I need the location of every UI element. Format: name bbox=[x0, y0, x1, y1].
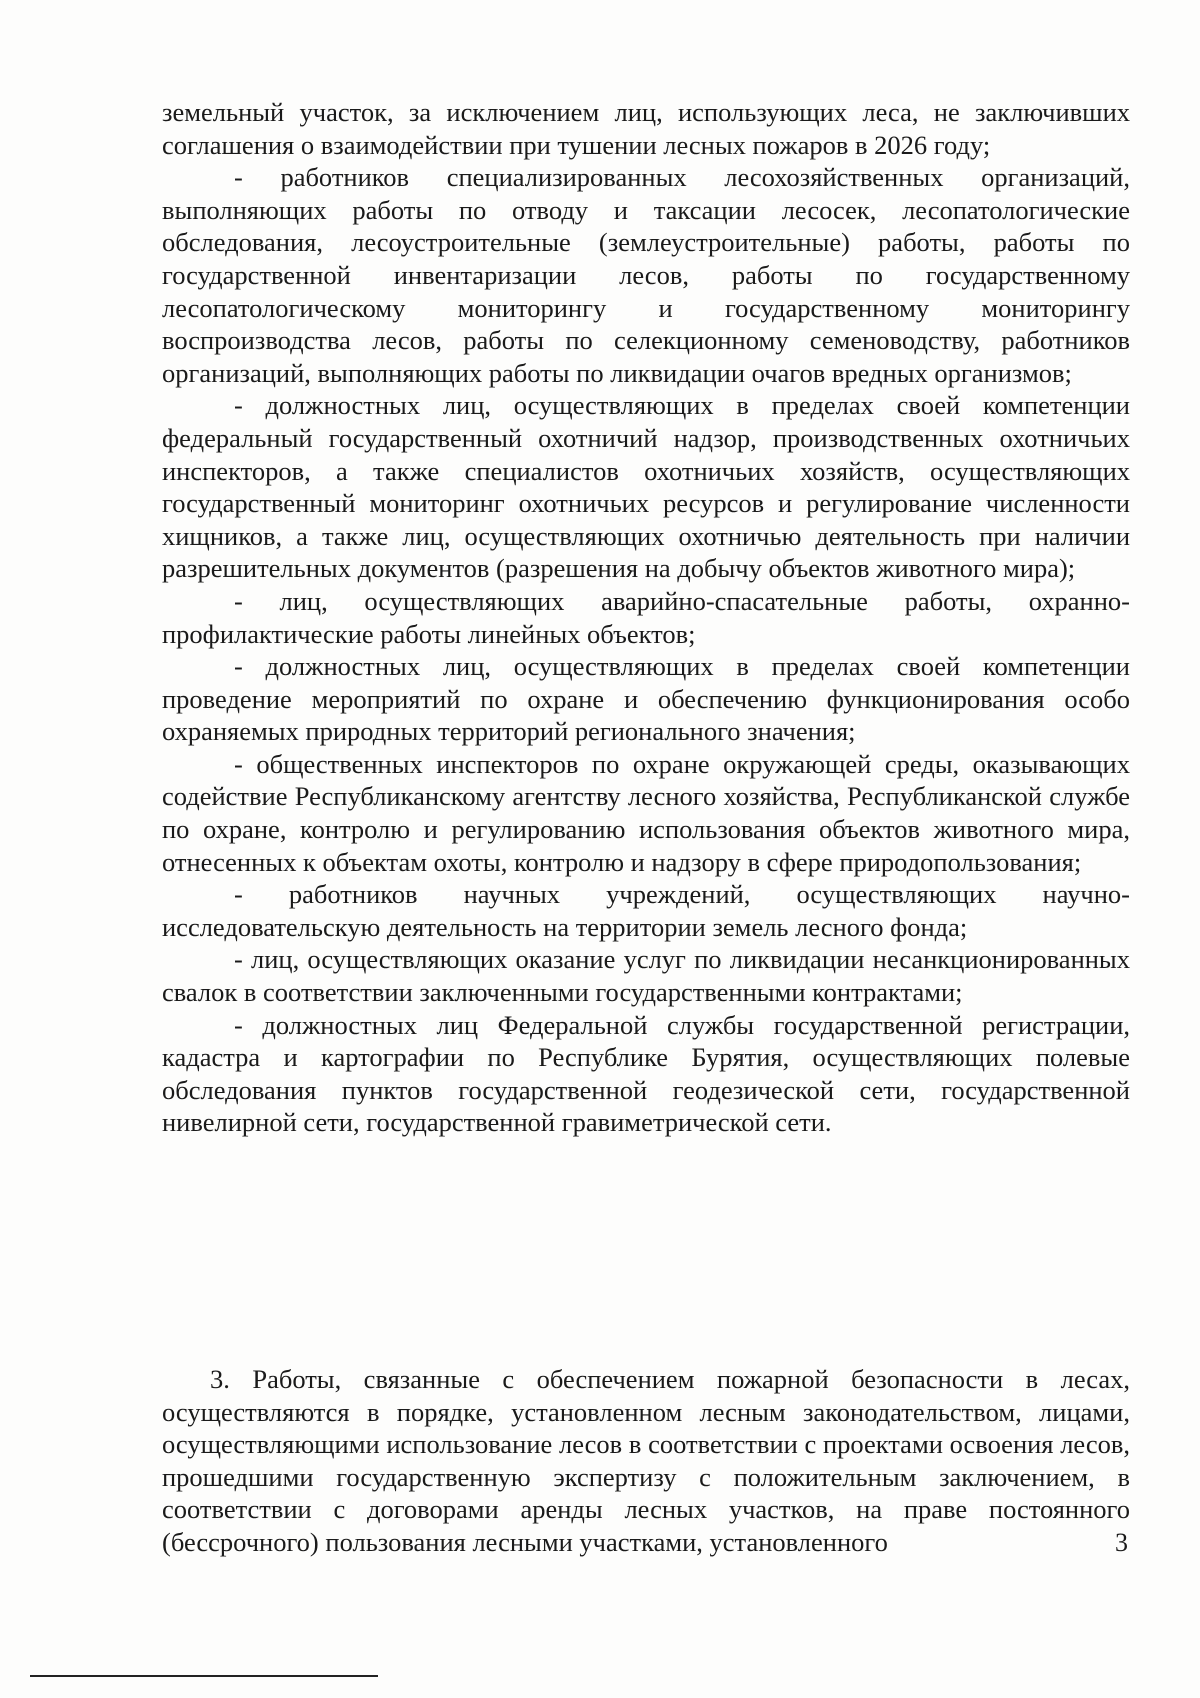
list-item-landfill-contractors: - лиц, осуществляющих оказание услуг по ликвидации несанкционированных свалок в соответствии заключенными государственными контрактами; bbox=[162, 944, 1130, 1008]
footer-divider bbox=[30, 1675, 378, 1677]
list-item-protected-areas-officials: - должностных лиц, осуществляющих в пределах своей компетенции проведение мероприятий по охране и обеспечению функционирования особо охраняемых природных территорий регионального значения; bbox=[162, 651, 1130, 747]
list-item-research-workers: - работников научных учреждений, осуществляющих научно-исследовательскую деятельность на территории земель лесного фонда; bbox=[162, 879, 1130, 942]
opening-fragment: земельный участок, за исключением лиц, использующих леса, не заключивших соглашения о взаимодействии при тушении лесных пожаров в 2026 году; bbox=[162, 97, 1130, 160]
list-item-hunting-officials: - должностных лиц, осуществляющих в пределах своей компетенции федеральный государственный охотничий надзор, производственных охотничьих инспекторов, а также специалистов охотничьих хозяйств, осуществляющих государственный мониторинг охотничьих ресурсов и регулирование численности хищников, а также лиц, осуществляющих охотничью деятельность при наличии разрешительных документов (разрешения на добычу объектов животного мира); bbox=[162, 390, 1130, 584]
list-item-public-inspectors: - общественных инспекторов по охране окружающей среды, оказывающих содействие Республиканскому агентству лесного хозяйства, Республиканской службе по охране, контролю и регулированию использования объектов животного мира, отнесенных к объектам охоты, контролю и надзору в сфере природопользования; bbox=[162, 748, 1130, 877]
list-item-rescue-workers: - лиц, осуществляющих аварийно-спасательные работы, охранно-профилактические работы линейных объектов; bbox=[162, 585, 1130, 649]
body-text bbox=[162, 96, 1130, 1139]
list-item-forestry-workers: - работников специализированных лесохозяйственных организаций, выполняющих работы по отводу и таксации лесосек, лесопатологические обследования, лесоустроительные (землеустроительные) работы, работы по государственной инвентаризации лесов, работы по государственному лесопатологическому мониторингу и государственному мониторингу воспроизводства лесов, работы по селекционному семеноводству, работников организаций, выполняющих работы по ликвидации очагов вредных организмов; bbox=[162, 162, 1130, 388]
paragraph-3: 3. Работы, связанные с обеспечением пожарной безопасности в лесах, осуществляются в порядке, установленном лесным законодательством, лицами, осуществляющими использование лесов в соответствии с проектами освоения лесов, прошедшими государственную экспертизу с положительным заключением, в соответствии с договорами аренды лесных участков, на праве постоянного (бессрочного) пользования лесными участками, установленного bbox=[162, 1364, 1130, 1557]
page-number: 3 bbox=[1115, 1528, 1128, 1557]
list-item-rosreestr-officials: - должностных лиц Федеральной службы государственной регистрации, кадастра и картографии по Республике Бурятия, осуществляющих полевые обследования пунктов государственной геодезической сети, государственной нивелирной сети, государственной гравиметрической сети. bbox=[162, 1009, 1130, 1138]
